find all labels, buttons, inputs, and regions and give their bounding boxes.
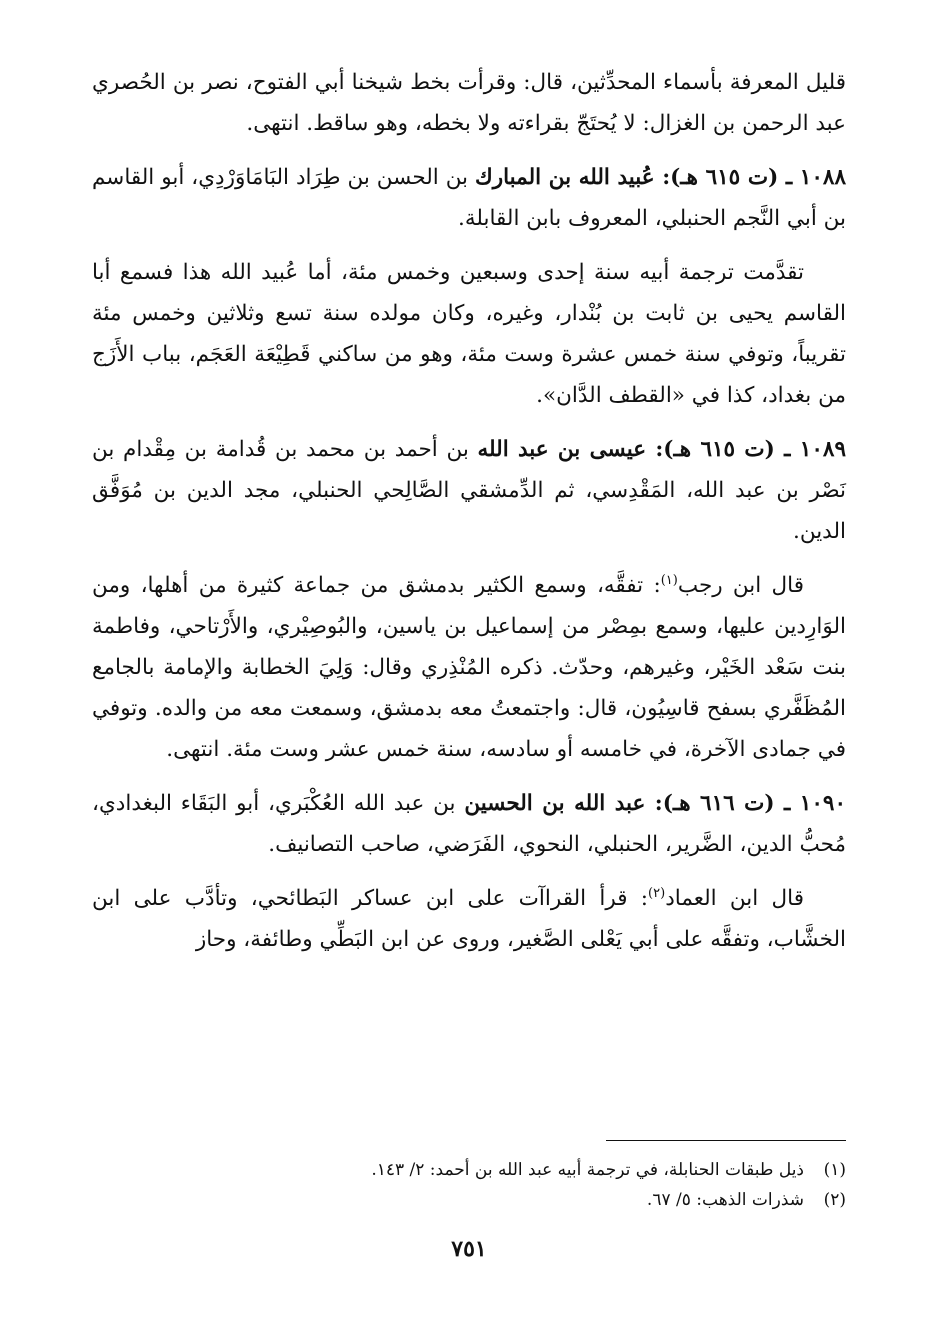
- paragraph: [92, 565, 846, 770]
- text-segment: قال ابن رجب: [677, 573, 805, 598]
- footnote-ref: (١): [660, 572, 678, 588]
- body-text: [92, 62, 846, 960]
- bold-text: ١٠٩٠ ـ (ت ٦١٦ هـ):: [645, 791, 846, 816]
- paragraph: [92, 252, 846, 416]
- footnote-text: شذرات الذهب: ٥/ ٦٧.: [646, 1190, 804, 1210]
- footnote-separator: [606, 1140, 846, 1141]
- text-segment: تقدَّمت ترجمة أبيه سنة إحدى وسبعين وخمس مئة، أما عُبيد الله هذا فسمع أبا القاسم يحيى بن ثابت بن بُنْدار، وغيره، وكان مولده سنة تسع وثلاثين وخمس مئة تقريباً، وتوفي سنة خمس عشرة وست مئة، وهو من ساكني قَطِيْعَة العَجَم، بباب الأَزَج من بغداد، كذا في «القطف الدَّان».: [92, 260, 846, 408]
- footnote-1: [92, 1155, 846, 1185]
- bold-text: عُبيد الله بن المبارك: [475, 165, 655, 190]
- footnote-text: ذيل طبقات الحنابلة، في ترجمة أبيه عبد الله بن أحمد: ٢/ ١٤٣.: [371, 1160, 804, 1180]
- text-segment: بن عبد الله العُكْبَري، أبو البَقَاء البغدادي، مُحبُّ الدين، الضَّرير، الحنبلي، النحوي، الفَرَضي، صاحب التصانيف.: [92, 791, 846, 857]
- page-number: ٧٥١: [451, 1236, 487, 1262]
- text-segment: قال ابن العماد: [665, 886, 804, 911]
- footnote-number: (١): [823, 1160, 846, 1180]
- footnote-number: (٢): [823, 1190, 846, 1210]
- paragraph: [92, 62, 846, 144]
- text-segment: : تفقَّه، وسمع الكثير بدمشق من جماعة كثيرة من أهلها، ومن الوَارِدين عليها، وسمع بمِصْر من إسماعيل بن ياسين، والبُوصِيْري، والأَرْتاحي، وفاطمة بنت سَعْد الخَيْر، وغيرهم، وحدّث. ذكره المُنْذِري وقال: وَلِيَ الخطابة والإمامة بالجامع المُظَفَّري بسفح قاسِيُون، قال: واجتمعتُ معه بدمشق، وسمعت معه من والده. وتوفي في جمادى الآخرة، في خامسه أو سادسه، سنة خمس عشر وست مئة. انتهى.: [92, 573, 846, 762]
- paragraph: [92, 157, 846, 239]
- text-segment: بن الحسن بن طِرَاد البَامَاوَرْدِي، أبو القاسم بن أبي النَّجم الحنبلي، المعروف بابن القابلة.: [92, 165, 846, 231]
- bold-text: ١٠٨٩ ـ (ت ٦١٥ هـ):: [646, 437, 846, 462]
- text-segment: : قرأ القراآت على ابن عساكر البَطائحي، وتأدَّب على ابن الخشَّاب، وتفقَّه على أبي يَعْلى الصَّغير، وروى عن ابن البَطِّي وطائفة، وحاز: [92, 886, 846, 952]
- bold-text: ١٠٨٨ ـ (ت ٦١٥ هـ):: [654, 165, 846, 190]
- footnote-ref: (٢): [648, 885, 666, 901]
- footnotes: [92, 1155, 846, 1215]
- paragraph: [92, 878, 846, 960]
- paragraph: [92, 783, 846, 865]
- paragraph: [92, 429, 846, 552]
- bold-text: عيسى بن عبد الله: [477, 437, 647, 462]
- text-segment: بن أحمد بن محمد بن قُدامة بن مِقْدام بن نَصْر بن عبد الله، المَقْدِسي، ثم الدِّمشقي الصَّالِحي الحنبلي، مجد الدين بن مُوَفَّق الدين.: [92, 437, 846, 544]
- bold-text: عبد الله بن الحسين: [464, 791, 646, 816]
- text-segment: قليل المعرفة بأسماء المحدِّثين، قال: وقرأت بخط شيخنا أبي الفتوح، نصر بن الحُصري عبد الرحمن بن الغزال: لا يُحتَجّ بقراءته ولا بخطه، وهو ساقط. انتهى.: [92, 70, 846, 136]
- footnote-2: [92, 1185, 846, 1215]
